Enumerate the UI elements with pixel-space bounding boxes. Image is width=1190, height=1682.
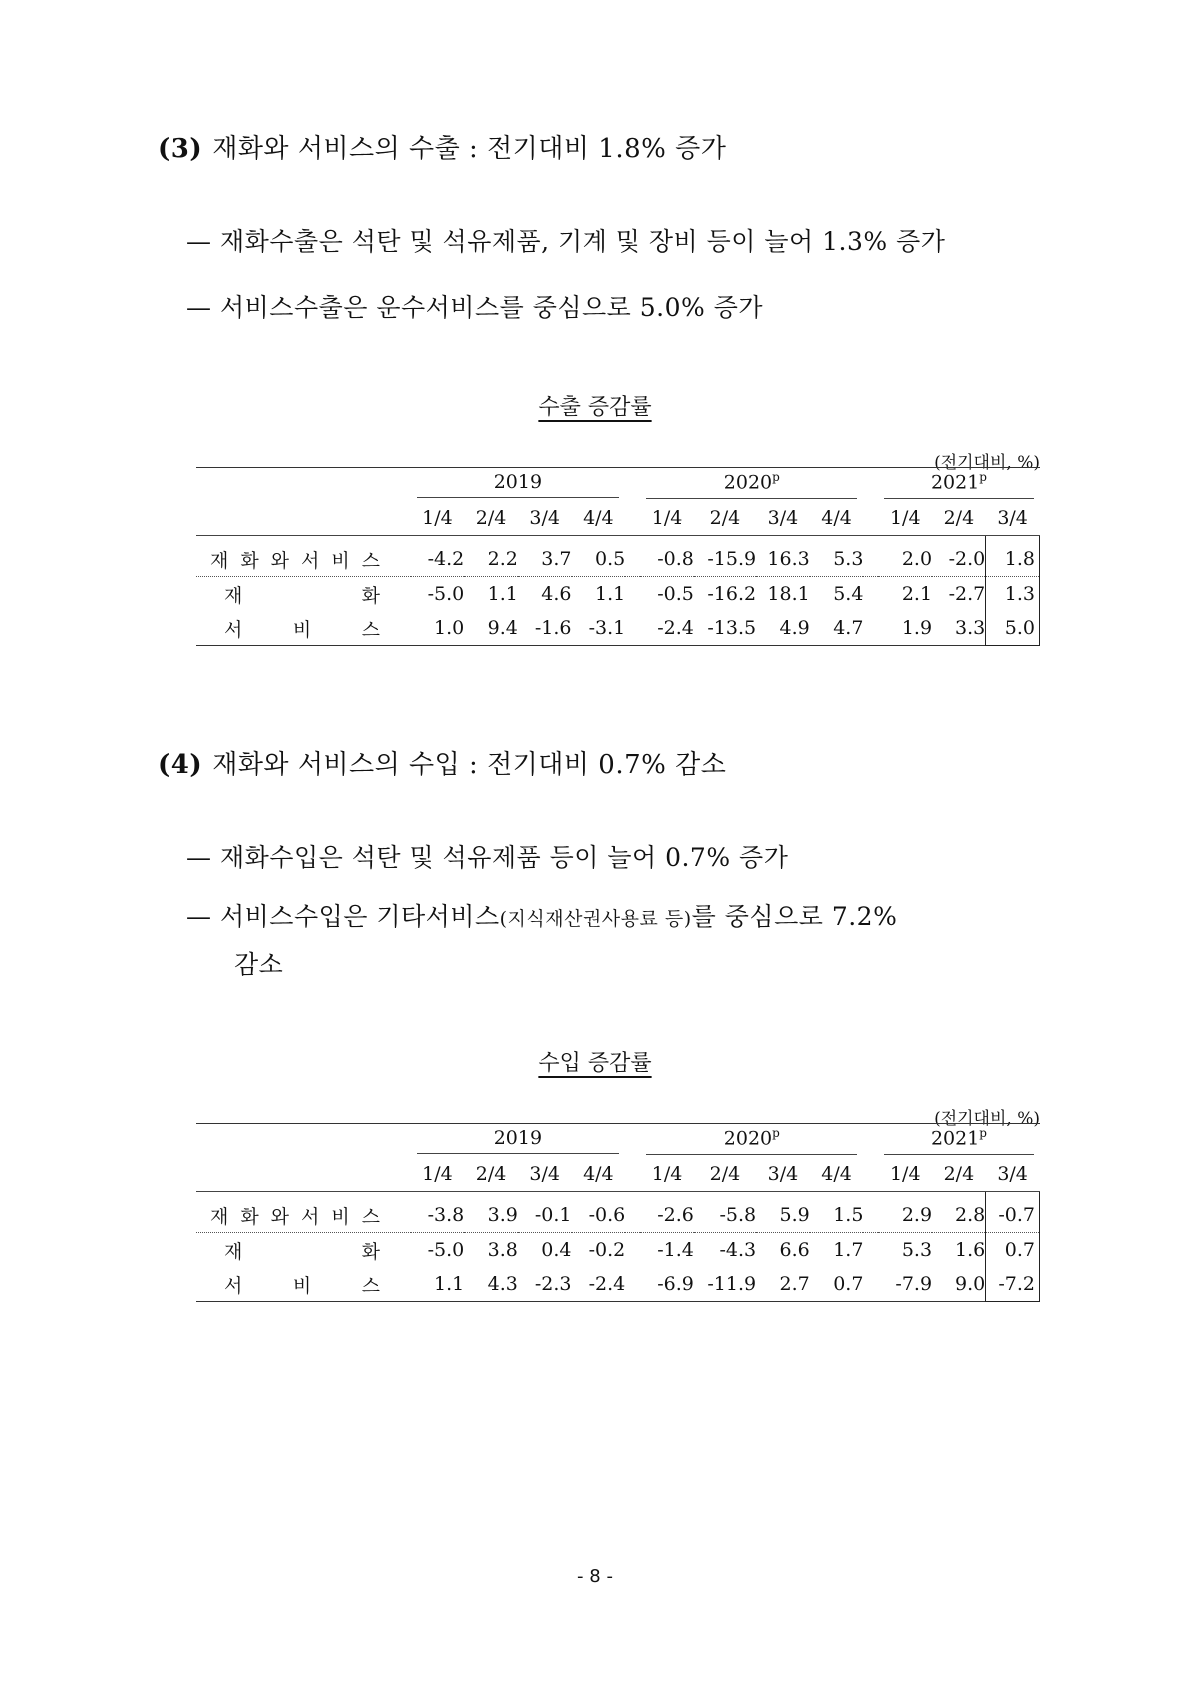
table-cell: 1.7 bbox=[833, 1239, 864, 1261]
row-label: 서 비 스 bbox=[224, 1274, 380, 1297]
table-cell: 3.8 bbox=[487, 1239, 518, 1261]
table-cell: 9.4 bbox=[487, 617, 518, 639]
table-cell: 5.0 bbox=[986, 611, 1040, 646]
table-cell: -13.5 bbox=[707, 617, 757, 639]
table-cell: 5.3 bbox=[810, 536, 864, 577]
table-cell: -0.2 bbox=[588, 1239, 626, 1261]
bullet-dash: — bbox=[186, 227, 212, 256]
table-cell: 2.7 bbox=[779, 1273, 810, 1295]
table-cell: 5.9 bbox=[756, 1192, 810, 1233]
table-cell: 3.9 bbox=[464, 1192, 518, 1233]
year-header: 2021$^p$ bbox=[878, 468, 1039, 502]
table-cell: -5.0 bbox=[427, 583, 465, 605]
section-3-heading bbox=[158, 128, 726, 165]
table-cell: 1.9 bbox=[901, 617, 933, 639]
table-cell: 1.0 bbox=[434, 617, 465, 639]
section-3-bullet-2 bbox=[186, 288, 763, 324]
table-cell: 2.2 bbox=[464, 536, 518, 577]
quarter-header: 2/4 bbox=[694, 501, 756, 536]
row-label: 서 비 스 bbox=[224, 618, 380, 641]
year-header: 2020$^p$ bbox=[640, 1124, 863, 1158]
table-cell: 1.1 bbox=[434, 1273, 465, 1295]
table-cell: -2.7 bbox=[948, 583, 986, 605]
table-cell: 3.7 bbox=[518, 536, 572, 577]
table-cell: -2.3 bbox=[534, 1273, 572, 1295]
quarter-header: 3/4 bbox=[986, 1157, 1040, 1192]
table-row bbox=[196, 1267, 1040, 1302]
table-cell: -1.6 bbox=[534, 617, 572, 639]
table-cell: -4.3 bbox=[719, 1239, 757, 1261]
section-3-title: 재화와 서비스의 수출 : 전기대비 1.8% 증가 bbox=[212, 134, 727, 164]
section-4-number: (4) bbox=[158, 750, 203, 780]
quarter-header: 3/4 bbox=[518, 501, 572, 536]
table-cell: -0.6 bbox=[572, 1192, 626, 1233]
table-cell: 2.8 bbox=[932, 1192, 986, 1233]
quarter-header: 1/4 bbox=[411, 1157, 465, 1192]
section-4-bullet-2: — 서비스수입은 기타서비스(지식재산권사용료 등)를 중심으로 7.2% 감소 bbox=[186, 894, 1046, 988]
table-cell: 6.6 bbox=[779, 1239, 810, 1261]
table-cell: 1.1 bbox=[487, 583, 518, 605]
table-cell: 1.5 bbox=[810, 1192, 864, 1233]
table-cell: 2.9 bbox=[878, 1192, 932, 1233]
page-number: - 8 - bbox=[577, 1566, 613, 1587]
table-cell: 0.7 bbox=[833, 1273, 864, 1295]
section-4-bullet-1 bbox=[186, 838, 788, 874]
quarter-header: 3/4 bbox=[518, 1157, 572, 1192]
table-cell: 0.5 bbox=[572, 536, 626, 577]
row-label: 재 화 와 서 비 스 bbox=[196, 1192, 411, 1233]
quarter-header: 2/4 bbox=[694, 1157, 756, 1192]
table-cell: -4.2 bbox=[411, 536, 465, 577]
year-header: 2019 bbox=[411, 1124, 626, 1158]
section-4-heading bbox=[158, 744, 726, 781]
table-cell: 3.3 bbox=[954, 617, 986, 639]
bullet-dash: — bbox=[186, 902, 212, 931]
table-row bbox=[196, 577, 1040, 612]
quarter-header: 2/4 bbox=[932, 1157, 986, 1192]
table-cell: 2.0 bbox=[878, 536, 932, 577]
table-cell: -5.8 bbox=[694, 1192, 756, 1233]
quarter-header: 2/4 bbox=[932, 501, 986, 536]
import-table-unit: (전기대비, %) bbox=[934, 1109, 1040, 1129]
table-cell: 4.7 bbox=[833, 617, 864, 639]
table-cell: -0.1 bbox=[518, 1192, 572, 1233]
table-cell: 2.1 bbox=[901, 583, 933, 605]
quarter-header: 4/4 bbox=[810, 501, 864, 536]
section-3-number: (3) bbox=[158, 134, 203, 164]
quarter-header: 1/4 bbox=[411, 501, 465, 536]
import-table bbox=[196, 1123, 1040, 1302]
bullet-text: 재화수입은 석탄 및 석유제품 등이 늘어 0.7% 증가 bbox=[220, 843, 789, 872]
table-cell: -0.7 bbox=[986, 1192, 1040, 1233]
table-cell: 5.3 bbox=[901, 1239, 933, 1261]
table-cell: 0.7 bbox=[986, 1233, 1040, 1268]
quarter-header: 4/4 bbox=[810, 1157, 864, 1192]
quarter-header: 3/4 bbox=[756, 501, 810, 536]
export-table-caption: 수출 증감률 bbox=[538, 395, 652, 420]
table-row bbox=[196, 1192, 1040, 1233]
table-cell: 1.6 bbox=[954, 1239, 986, 1261]
quarter-header: 2/4 bbox=[464, 501, 518, 536]
year-header: 2020$^p$ bbox=[640, 468, 863, 502]
table-cell: 0.4 bbox=[541, 1239, 572, 1261]
quarter-header: 3/4 bbox=[756, 1157, 810, 1192]
quarter-header: 1/4 bbox=[878, 501, 932, 536]
table-cell: -7.9 bbox=[895, 1273, 933, 1295]
table-cell: -1.4 bbox=[657, 1239, 694, 1261]
quarter-header: 2/4 bbox=[464, 1157, 518, 1192]
import-table-caption: 수입 증감률 bbox=[538, 1051, 652, 1076]
bullet-text: 서비스수출은 운수서비스를 중심으로 5.0% 증가 bbox=[220, 293, 764, 322]
row-label: 재 화 bbox=[224, 1240, 380, 1263]
table-cell: -2.0 bbox=[932, 536, 986, 577]
year-header: 2021$^p$ bbox=[878, 1124, 1039, 1158]
table-row bbox=[196, 536, 1040, 577]
quarter-header: 1/4 bbox=[640, 1157, 694, 1192]
table-cell: -0.5 bbox=[657, 583, 694, 605]
table-row bbox=[196, 1233, 1040, 1268]
table-cell: -2.6 bbox=[640, 1192, 694, 1233]
table-cell: 9.0 bbox=[954, 1273, 986, 1295]
table-cell: -16.2 bbox=[707, 583, 757, 605]
bullet-text: 재화수출은 석탄 및 석유제품, 기계 및 장비 등이 늘어 1.3% 증가 bbox=[220, 227, 946, 256]
table-cell: 1.3 bbox=[986, 577, 1040, 612]
table-cell: 4.3 bbox=[487, 1273, 518, 1295]
quarter-header: 1/4 bbox=[878, 1157, 932, 1192]
table-cell: -2.4 bbox=[657, 617, 694, 639]
table-cell: 5.4 bbox=[833, 583, 864, 605]
table-cell: -2.4 bbox=[588, 1273, 626, 1295]
section-4-title: 재화와 서비스의 수입 : 전기대비 0.7% 감소 bbox=[212, 750, 727, 780]
table-cell: 4.6 bbox=[541, 583, 572, 605]
table-cell: 4.9 bbox=[779, 617, 810, 639]
row-label: 재 화 와 서 비 스 bbox=[196, 536, 411, 577]
export-table bbox=[196, 467, 1040, 646]
bullet-dash: — bbox=[186, 843, 212, 872]
row-label: 재 화 bbox=[224, 584, 380, 607]
table-cell: -15.9 bbox=[694, 536, 756, 577]
table-cell: 1.8 bbox=[986, 536, 1040, 577]
table-cell: -7.2 bbox=[986, 1267, 1040, 1302]
quarter-header: 1/4 bbox=[640, 501, 694, 536]
table-cell: -6.9 bbox=[657, 1273, 694, 1295]
export-table-unit: (전기대비, %) bbox=[934, 453, 1040, 473]
year-header: 2019 bbox=[411, 468, 626, 502]
table-cell: -0.8 bbox=[640, 536, 694, 577]
table-cell: 18.1 bbox=[767, 583, 810, 605]
quarter-header: 4/4 bbox=[572, 501, 626, 536]
bullet-dash: — bbox=[186, 293, 212, 322]
table-cell: -11.9 bbox=[707, 1273, 757, 1295]
quarter-header: 3/4 bbox=[986, 501, 1040, 536]
section-3-bullet-1 bbox=[186, 222, 945, 258]
table-cell: -3.8 bbox=[411, 1192, 465, 1233]
table-cell: -3.1 bbox=[588, 617, 626, 639]
table-cell: -5.0 bbox=[427, 1239, 465, 1261]
table-row bbox=[196, 611, 1040, 646]
table-cell: 1.1 bbox=[594, 583, 626, 605]
table-cell: 16.3 bbox=[756, 536, 810, 577]
quarter-header: 4/4 bbox=[572, 1157, 626, 1192]
